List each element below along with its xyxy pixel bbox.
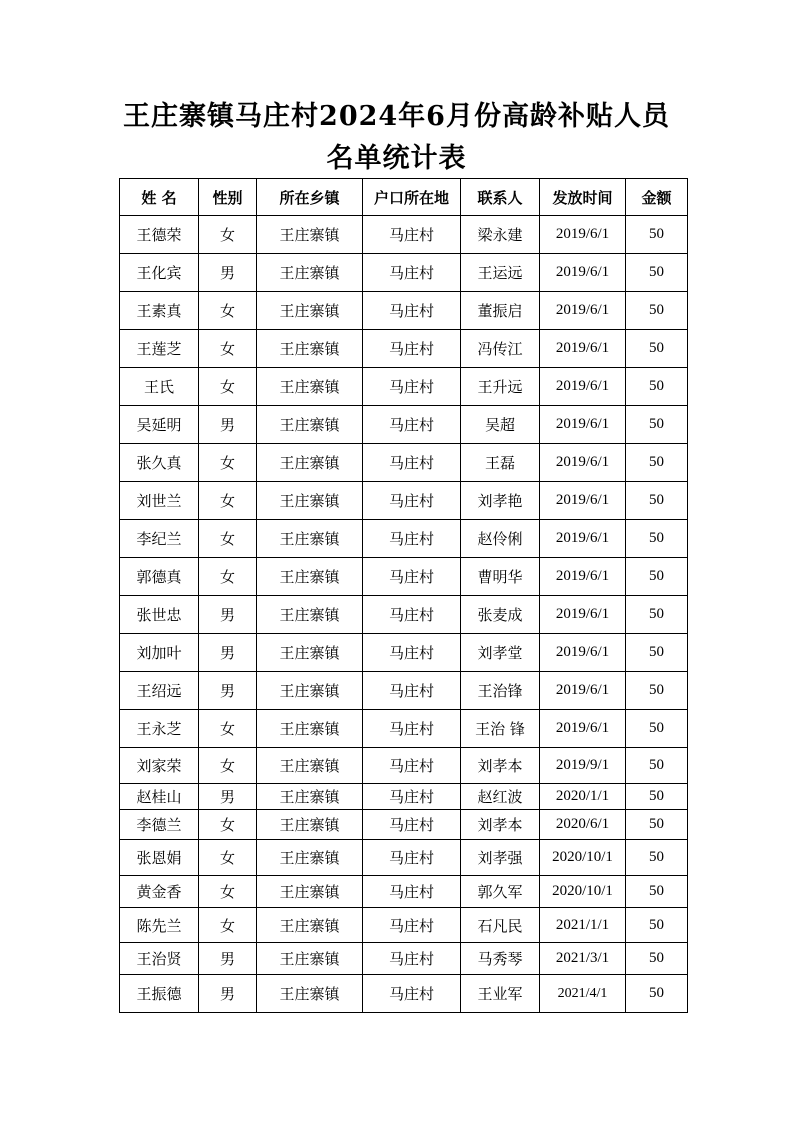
- cell-contact: 梁永建: [461, 216, 540, 254]
- cell-hukou: 马庄村: [363, 520, 461, 558]
- cell-date: 2020/6/1: [540, 810, 626, 840]
- cell-contact: 张麦成: [461, 596, 540, 634]
- cell-contact: 曹明华: [461, 558, 540, 596]
- table-row: [120, 368, 688, 406]
- cell-town: 王庄寨镇: [257, 975, 363, 1013]
- cell-contact: 王运远: [461, 254, 540, 292]
- cell-contact: 刘孝强: [461, 840, 540, 876]
- cell-date: 2021/4/1: [540, 975, 626, 1013]
- cell-town: 王庄寨镇: [257, 444, 363, 482]
- header-date: 发放时间: [540, 179, 626, 216]
- table-row: [120, 520, 688, 558]
- cell-contact: 王磊: [461, 444, 540, 482]
- cell-town: 王庄寨镇: [257, 710, 363, 748]
- cell-hukou: 马庄村: [363, 672, 461, 710]
- cell-date: 2019/6/1: [540, 482, 626, 520]
- cell-name: 王永芝: [120, 710, 199, 748]
- cell-town: 王庄寨镇: [257, 876, 363, 908]
- cell-contact: 王治锋: [461, 672, 540, 710]
- cell-amount: 50: [626, 520, 688, 558]
- cell-gender: 男: [199, 943, 257, 975]
- cell-hukou: 马庄村: [363, 330, 461, 368]
- table-row: [120, 908, 688, 943]
- cell-name: 黄金香: [120, 876, 199, 908]
- cell-date: 2020/10/1: [540, 840, 626, 876]
- cell-contact: 郭久军: [461, 876, 540, 908]
- cell-amount: 50: [626, 876, 688, 908]
- cell-hukou: 马庄村: [363, 558, 461, 596]
- cell-hukou: 马庄村: [363, 784, 461, 810]
- cell-amount: 50: [626, 444, 688, 482]
- cell-date: 2020/10/1: [540, 876, 626, 908]
- cell-date: 2019/6/1: [540, 216, 626, 254]
- cell-town: 王庄寨镇: [257, 908, 363, 943]
- cell-name: 张久真: [120, 444, 199, 482]
- header-contact: 联系人: [461, 179, 540, 216]
- cell-name: 王素真: [120, 292, 199, 330]
- table-row: [120, 444, 688, 482]
- cell-date: 2019/6/1: [540, 596, 626, 634]
- cell-date: 2019/6/1: [540, 672, 626, 710]
- cell-date: 2021/1/1: [540, 908, 626, 943]
- cell-hukou: 马庄村: [363, 368, 461, 406]
- cell-amount: 50: [626, 216, 688, 254]
- document-title-line1: 王庄寨镇马庄村2024年6月份高龄补贴人员: [123, 101, 670, 132]
- table-row: [120, 254, 688, 292]
- header-name: 姓 名: [120, 179, 199, 216]
- cell-amount: 50: [626, 975, 688, 1013]
- cell-contact: 赵红波: [461, 784, 540, 810]
- cell-gender: 女: [199, 292, 257, 330]
- table-row: [120, 784, 688, 810]
- cell-name: 王德荣: [120, 216, 199, 254]
- cell-amount: 50: [626, 710, 688, 748]
- cell-gender: 男: [199, 784, 257, 810]
- cell-amount: 50: [626, 596, 688, 634]
- table-row: [120, 216, 688, 254]
- cell-hukou: 马庄村: [363, 810, 461, 840]
- cell-town: 王庄寨镇: [257, 943, 363, 975]
- cell-amount: 50: [626, 810, 688, 840]
- cell-name: 张世忠: [120, 596, 199, 634]
- cell-gender: 男: [199, 596, 257, 634]
- cell-town: 王庄寨镇: [257, 368, 363, 406]
- table-row: [120, 840, 688, 876]
- cell-amount: 50: [626, 482, 688, 520]
- cell-town: 王庄寨镇: [257, 596, 363, 634]
- cell-gender: 女: [199, 748, 257, 784]
- cell-town: 王庄寨镇: [257, 748, 363, 784]
- cell-gender: 女: [199, 216, 257, 254]
- cell-name: 李纪兰: [120, 520, 199, 558]
- cell-gender: 女: [199, 908, 257, 943]
- cell-name: 王振德: [120, 975, 199, 1013]
- cell-contact: 董振启: [461, 292, 540, 330]
- table-row: [120, 634, 688, 672]
- cell-date: 2020/1/1: [540, 784, 626, 810]
- cell-gender: 女: [199, 710, 257, 748]
- cell-town: 王庄寨镇: [257, 330, 363, 368]
- cell-hukou: 马庄村: [363, 908, 461, 943]
- cell-hukou: 马庄村: [363, 710, 461, 748]
- cell-date: 2021/3/1: [540, 943, 626, 975]
- cell-name: 刘世兰: [120, 482, 199, 520]
- cell-date: 2019/6/1: [540, 634, 626, 672]
- cell-amount: 50: [626, 254, 688, 292]
- subsidy-roster-table: [119, 178, 688, 1013]
- cell-amount: 50: [626, 784, 688, 810]
- cell-amount: 50: [626, 292, 688, 330]
- cell-name: 王化宾: [120, 254, 199, 292]
- cell-hukou: 马庄村: [363, 216, 461, 254]
- cell-hukou: 马庄村: [363, 975, 461, 1013]
- cell-town: 王庄寨镇: [257, 292, 363, 330]
- cell-name: 赵桂山: [120, 784, 199, 810]
- cell-amount: 50: [626, 634, 688, 672]
- cell-gender: 男: [199, 634, 257, 672]
- header-gender: 性别: [199, 179, 257, 216]
- cell-date: 2019/6/1: [540, 330, 626, 368]
- table-row: [120, 710, 688, 748]
- cell-contact: 刘孝艳: [461, 482, 540, 520]
- cell-contact: 王升远: [461, 368, 540, 406]
- cell-gender: 女: [199, 368, 257, 406]
- cell-date: 2019/6/1: [540, 710, 626, 748]
- cell-hukou: 马庄村: [363, 254, 461, 292]
- cell-gender: 男: [199, 406, 257, 444]
- cell-gender: 男: [199, 672, 257, 710]
- cell-town: 王庄寨镇: [257, 254, 363, 292]
- cell-name: 刘家荣: [120, 748, 199, 784]
- cell-name: 陈先兰: [120, 908, 199, 943]
- cell-contact: 王治 锋: [461, 710, 540, 748]
- cell-gender: 女: [199, 558, 257, 596]
- cell-hukou: 马庄村: [363, 444, 461, 482]
- cell-town: 王庄寨镇: [257, 216, 363, 254]
- cell-town: 王庄寨镇: [257, 784, 363, 810]
- cell-gender: 女: [199, 482, 257, 520]
- cell-date: 2019/6/1: [540, 292, 626, 330]
- table-row: [120, 975, 688, 1013]
- cell-name: 张恩娟: [120, 840, 199, 876]
- cell-contact: 冯传江: [461, 330, 540, 368]
- cell-date: 2019/6/1: [540, 558, 626, 596]
- cell-town: 王庄寨镇: [257, 672, 363, 710]
- cell-name: 王治贤: [120, 943, 199, 975]
- table-body: [120, 216, 688, 1013]
- document-title-line2: 名单统计表: [326, 143, 467, 174]
- cell-contact: 吴超: [461, 406, 540, 444]
- cell-contact: 王业军: [461, 975, 540, 1013]
- cell-town: 王庄寨镇: [257, 558, 363, 596]
- cell-town: 王庄寨镇: [257, 520, 363, 558]
- cell-date: 2019/6/1: [540, 254, 626, 292]
- cell-contact: 刘孝堂: [461, 634, 540, 672]
- cell-town: 王庄寨镇: [257, 482, 363, 520]
- table-row: [120, 292, 688, 330]
- cell-hukou: 马庄村: [363, 840, 461, 876]
- cell-name: 王绍远: [120, 672, 199, 710]
- cell-amount: 50: [626, 558, 688, 596]
- cell-amount: 50: [626, 840, 688, 876]
- table-row: [120, 876, 688, 908]
- cell-date: 2019/6/1: [540, 444, 626, 482]
- cell-gender: 女: [199, 444, 257, 482]
- cell-hukou: 马庄村: [363, 406, 461, 444]
- cell-name: 李德兰: [120, 810, 199, 840]
- cell-town: 王庄寨镇: [257, 406, 363, 444]
- cell-amount: 50: [626, 908, 688, 943]
- cell-hukou: 马庄村: [363, 634, 461, 672]
- cell-town: 王庄寨镇: [257, 810, 363, 840]
- cell-date: 2019/6/1: [540, 406, 626, 444]
- cell-name: 吴延明: [120, 406, 199, 444]
- cell-hukou: 马庄村: [363, 596, 461, 634]
- cell-hukou: 马庄村: [363, 876, 461, 908]
- cell-gender: 女: [199, 330, 257, 368]
- cell-name: 王氏: [120, 368, 199, 406]
- cell-amount: 50: [626, 330, 688, 368]
- table-header-row: [120, 179, 688, 216]
- cell-town: 王庄寨镇: [257, 840, 363, 876]
- cell-amount: 50: [626, 943, 688, 975]
- cell-gender: 女: [199, 876, 257, 908]
- cell-town: 王庄寨镇: [257, 634, 363, 672]
- cell-gender: 男: [199, 254, 257, 292]
- cell-date: 2019/6/1: [540, 520, 626, 558]
- cell-hukou: 马庄村: [363, 943, 461, 975]
- cell-date: 2019/9/1: [540, 748, 626, 784]
- cell-contact: 马秀琴: [461, 943, 540, 975]
- cell-amount: 50: [626, 406, 688, 444]
- table-row: [120, 748, 688, 784]
- cell-gender: 男: [199, 975, 257, 1013]
- cell-contact: 赵伶俐: [461, 520, 540, 558]
- cell-gender: 女: [199, 840, 257, 876]
- cell-contact: 刘孝本: [461, 748, 540, 784]
- cell-amount: 50: [626, 368, 688, 406]
- cell-hukou: 马庄村: [363, 292, 461, 330]
- table-row: [120, 330, 688, 368]
- header-town: 所在乡镇: [257, 179, 363, 216]
- table-row: [120, 943, 688, 975]
- table-row: [120, 482, 688, 520]
- table-row: [120, 596, 688, 634]
- cell-hukou: 马庄村: [363, 748, 461, 784]
- cell-gender: 女: [199, 520, 257, 558]
- table-row: [120, 406, 688, 444]
- table-row: [120, 558, 688, 596]
- cell-name: 王莲芝: [120, 330, 199, 368]
- table-row: [120, 810, 688, 840]
- cell-amount: 50: [626, 748, 688, 784]
- cell-amount: 50: [626, 672, 688, 710]
- cell-name: 刘加叶: [120, 634, 199, 672]
- cell-date: 2019/6/1: [540, 368, 626, 406]
- cell-contact: 石凡民: [461, 908, 540, 943]
- cell-contact: 刘孝本: [461, 810, 540, 840]
- table-row: [120, 672, 688, 710]
- header-amount: 金额: [626, 179, 688, 216]
- header-hukou: 户口所在地: [363, 179, 461, 216]
- cell-gender: 女: [199, 810, 257, 840]
- cell-name: 郭德真: [120, 558, 199, 596]
- cell-hukou: 马庄村: [363, 482, 461, 520]
